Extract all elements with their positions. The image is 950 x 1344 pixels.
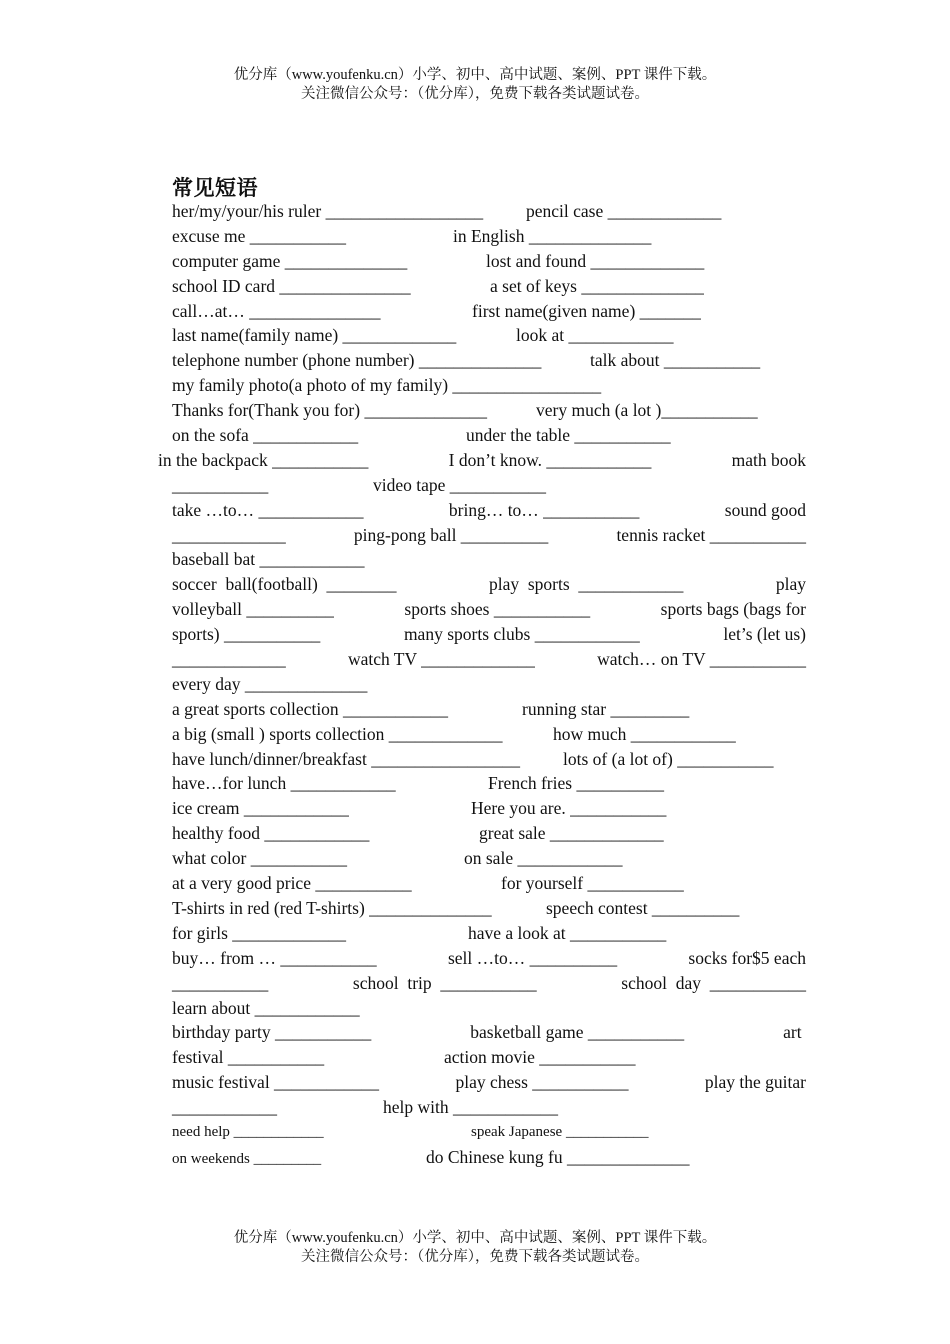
phrase-item: every day ______________ bbox=[172, 673, 368, 694]
phrase-item: I don’t know. ____________ bbox=[448, 449, 652, 470]
phrase-item: a set of keys ______________ bbox=[490, 275, 704, 296]
phrase-item: have a look at ___________ bbox=[468, 922, 667, 943]
phrase-item: how much ____________ bbox=[553, 723, 736, 744]
phrase-item: healthy food ____________ bbox=[172, 823, 370, 844]
phrase-item: excuse me ___________ bbox=[172, 225, 346, 246]
phrase-line bbox=[172, 647, 806, 672]
page-title: 常见短语 bbox=[172, 176, 258, 200]
phrase-item: under the table ___________ bbox=[466, 425, 671, 446]
phrase-line bbox=[172, 572, 806, 597]
phrase-item: a great sports collection ____________ bbox=[172, 698, 449, 719]
phrase-line bbox=[172, 946, 806, 971]
phrase-item: festival ___________ bbox=[172, 1047, 325, 1068]
phrase-item: volleyball __________ bbox=[172, 599, 334, 620]
phrase-line bbox=[172, 1045, 806, 1070]
phrase-line bbox=[172, 398, 806, 423]
phrase-line bbox=[172, 1070, 806, 1095]
phrase-item: play the guitar bbox=[704, 1072, 806, 1093]
phrase-item: first name(given name) _______ bbox=[472, 300, 701, 321]
phrase-line bbox=[172, 348, 806, 373]
phrase-item: on weekends _________ bbox=[172, 1150, 322, 1167]
phrase-line bbox=[172, 249, 806, 274]
phrase-item: need help ____________ bbox=[172, 1123, 324, 1140]
phrase-line bbox=[172, 224, 806, 249]
phrase-item: ice cream ____________ bbox=[172, 798, 349, 819]
phrase-item: on the sofa ____________ bbox=[172, 425, 359, 446]
phrase-item: in the backpack ___________ bbox=[158, 449, 369, 470]
phrase-item: sound good bbox=[724, 499, 806, 520]
phrase-item: sell …to… __________ bbox=[447, 947, 618, 968]
page-header bbox=[0, 66, 950, 104]
phrase-item: call…at… _______________ bbox=[172, 300, 381, 321]
phrase-item: her/my/your/his ruler __________________ bbox=[172, 201, 484, 221]
phrase-item: sports shoes ___________ bbox=[404, 599, 591, 620]
phrase-item: ___________ bbox=[172, 972, 269, 993]
phrase-line bbox=[172, 896, 806, 921]
phrase-line bbox=[172, 299, 806, 324]
phrase-item: birthday party ___________ bbox=[172, 1022, 372, 1043]
phrase-item: great sale _____________ bbox=[479, 823, 664, 844]
phrase-list bbox=[158, 199, 806, 1170]
phrase-item: help with ____________ bbox=[383, 1097, 558, 1118]
phrase-item: have lunch/dinner/breakfast _________________ bbox=[172, 748, 520, 769]
phrase-line bbox=[172, 921, 806, 946]
phrase-item: math book bbox=[731, 449, 806, 470]
page-footer bbox=[0, 1229, 950, 1267]
phrase-line bbox=[172, 971, 806, 996]
phrase-item: French fries __________ bbox=[488, 773, 664, 794]
phrase-item: learn about ____________ bbox=[172, 997, 360, 1018]
phrase-item: basketball game ___________ bbox=[470, 1022, 685, 1043]
phrase-item: T-shirts in red (red T-shirts) ______________ bbox=[172, 897, 492, 918]
phrase-item: ___________ bbox=[172, 474, 269, 495]
phrase-item: for yourself ___________ bbox=[501, 873, 684, 894]
phrase-item: action movie ___________ bbox=[444, 1047, 636, 1068]
phrase-item: ping-pong ball __________ bbox=[353, 524, 549, 545]
phrase-item: running star _________ bbox=[522, 698, 690, 719]
phrase-item: school ID card _______________ bbox=[172, 275, 411, 296]
phrase-item: art bbox=[783, 1022, 806, 1043]
phrase-line bbox=[172, 473, 806, 498]
phrase-item: play sports ____________ bbox=[488, 574, 684, 595]
phrase-item: on sale ____________ bbox=[464, 848, 623, 869]
phrase-line bbox=[172, 672, 806, 697]
phrase-item: let’s (let us) bbox=[723, 624, 806, 645]
phrase-line bbox=[172, 373, 806, 398]
phrase-item: school day ___________ bbox=[621, 972, 806, 993]
phrase-line bbox=[172, 423, 806, 448]
phrase-item: take …to… ____________ bbox=[172, 499, 364, 520]
phrase-item: sports) ___________ bbox=[172, 624, 321, 645]
phrase-item: telephone number (phone number) ______________ bbox=[172, 350, 542, 371]
phrase-line bbox=[172, 697, 806, 722]
phrase-line bbox=[158, 448, 806, 473]
phrase-item: very much (a lot )___________ bbox=[536, 400, 758, 421]
phrase-item: soccer ball(football) ________ bbox=[172, 574, 397, 595]
phrase-item: talk about ___________ bbox=[590, 350, 761, 371]
phrase-line bbox=[172, 622, 806, 647]
phrase-item: my family photo(a photo of my family) _________________ bbox=[172, 375, 602, 396]
phrase-line bbox=[172, 1095, 806, 1120]
phrase-item: in English ______________ bbox=[453, 225, 652, 246]
footer-line-2: 关注微信公众号：（优分库），免费下载各类试题试卷。 bbox=[301, 1249, 649, 1265]
phrase-line bbox=[172, 1120, 806, 1145]
phrase-item: have…for lunch ____________ bbox=[172, 773, 396, 794]
phrase-line bbox=[172, 547, 806, 572]
phrase-item: _____________ bbox=[172, 524, 286, 545]
phrase-item: speak Japanese ___________ bbox=[471, 1123, 649, 1140]
phrase-line bbox=[172, 846, 806, 871]
phrase-item: baseball bat ____________ bbox=[172, 549, 365, 570]
phrase-line bbox=[172, 747, 806, 772]
phrase-item: _____________ bbox=[172, 649, 286, 670]
phrase-line bbox=[172, 796, 806, 821]
phrase-item: play chess ___________ bbox=[455, 1072, 629, 1093]
phrase-item: computer game ______________ bbox=[172, 250, 408, 271]
phrase-item: lost and found _____________ bbox=[486, 250, 705, 271]
phrase-item: ____________ bbox=[172, 1097, 277, 1118]
phrase-line bbox=[172, 821, 806, 846]
phrase-line bbox=[172, 1145, 806, 1170]
phrase-item: lots of (a lot of) ___________ bbox=[563, 748, 774, 769]
header-line-2: 关注微信公众号：（优分库），免费下载各类试题试卷。 bbox=[301, 86, 649, 102]
phrase-line bbox=[172, 274, 806, 299]
phrase-line bbox=[172, 597, 806, 622]
phrase-item: buy… from … ___________ bbox=[172, 947, 377, 968]
phrase-item: watch… on TV ___________ bbox=[597, 649, 806, 670]
phrase-item: school trip ___________ bbox=[352, 972, 537, 993]
phrase-item: what color ___________ bbox=[172, 848, 347, 869]
phrase-item: play bbox=[775, 574, 806, 595]
phrase-line bbox=[172, 722, 806, 747]
phrase-item: tennis racket ___________ bbox=[616, 524, 806, 545]
phrase-item: do Chinese kung fu ______________ bbox=[426, 1146, 690, 1167]
phrase-item: Here you are. ___________ bbox=[471, 798, 667, 819]
phrase-line bbox=[172, 871, 806, 896]
phrase-item: Thanks for(Thank you for) ______________ bbox=[172, 400, 487, 421]
phrase-line bbox=[172, 498, 806, 523]
footer-line-1: 优分库（www.youfenku.cn）小学、初中、高中试题、案例、PPT 课件下载。 bbox=[233, 1230, 717, 1246]
phrase-line bbox=[172, 199, 806, 224]
phrase-item: at a very good price ___________ bbox=[172, 873, 412, 894]
phrase-item: speech contest __________ bbox=[546, 897, 740, 918]
phrase-item: for girls _____________ bbox=[172, 922, 347, 943]
phrase-line bbox=[172, 1020, 806, 1045]
phrase-item: pencil case _____________ bbox=[526, 201, 722, 221]
phrase-item: socks for$5 each bbox=[688, 947, 806, 968]
phrase-item: bring… to… ___________ bbox=[448, 499, 640, 520]
phrase-item: music festival ____________ bbox=[172, 1072, 380, 1093]
phrase-line bbox=[172, 523, 806, 548]
phrase-line bbox=[172, 323, 806, 348]
phrase-item: many sports clubs ____________ bbox=[403, 624, 640, 645]
phrase-item: sports bags (bags for bbox=[660, 599, 806, 620]
phrase-item: look at ____________ bbox=[516, 325, 674, 346]
phrase-item: watch TV _____________ bbox=[347, 649, 535, 670]
phrase-item: a big (small ) sports collection _____________ bbox=[172, 723, 503, 744]
phrase-line bbox=[172, 771, 806, 796]
phrase-item: video tape ___________ bbox=[373, 474, 547, 495]
phrase-line bbox=[172, 996, 806, 1021]
header-line-1: 优分库（www.youfenku.cn）小学、初中、高中试题、案例、PPT 课件下载。 bbox=[233, 67, 717, 83]
phrase-item: last name(family name) _____________ bbox=[172, 325, 457, 346]
